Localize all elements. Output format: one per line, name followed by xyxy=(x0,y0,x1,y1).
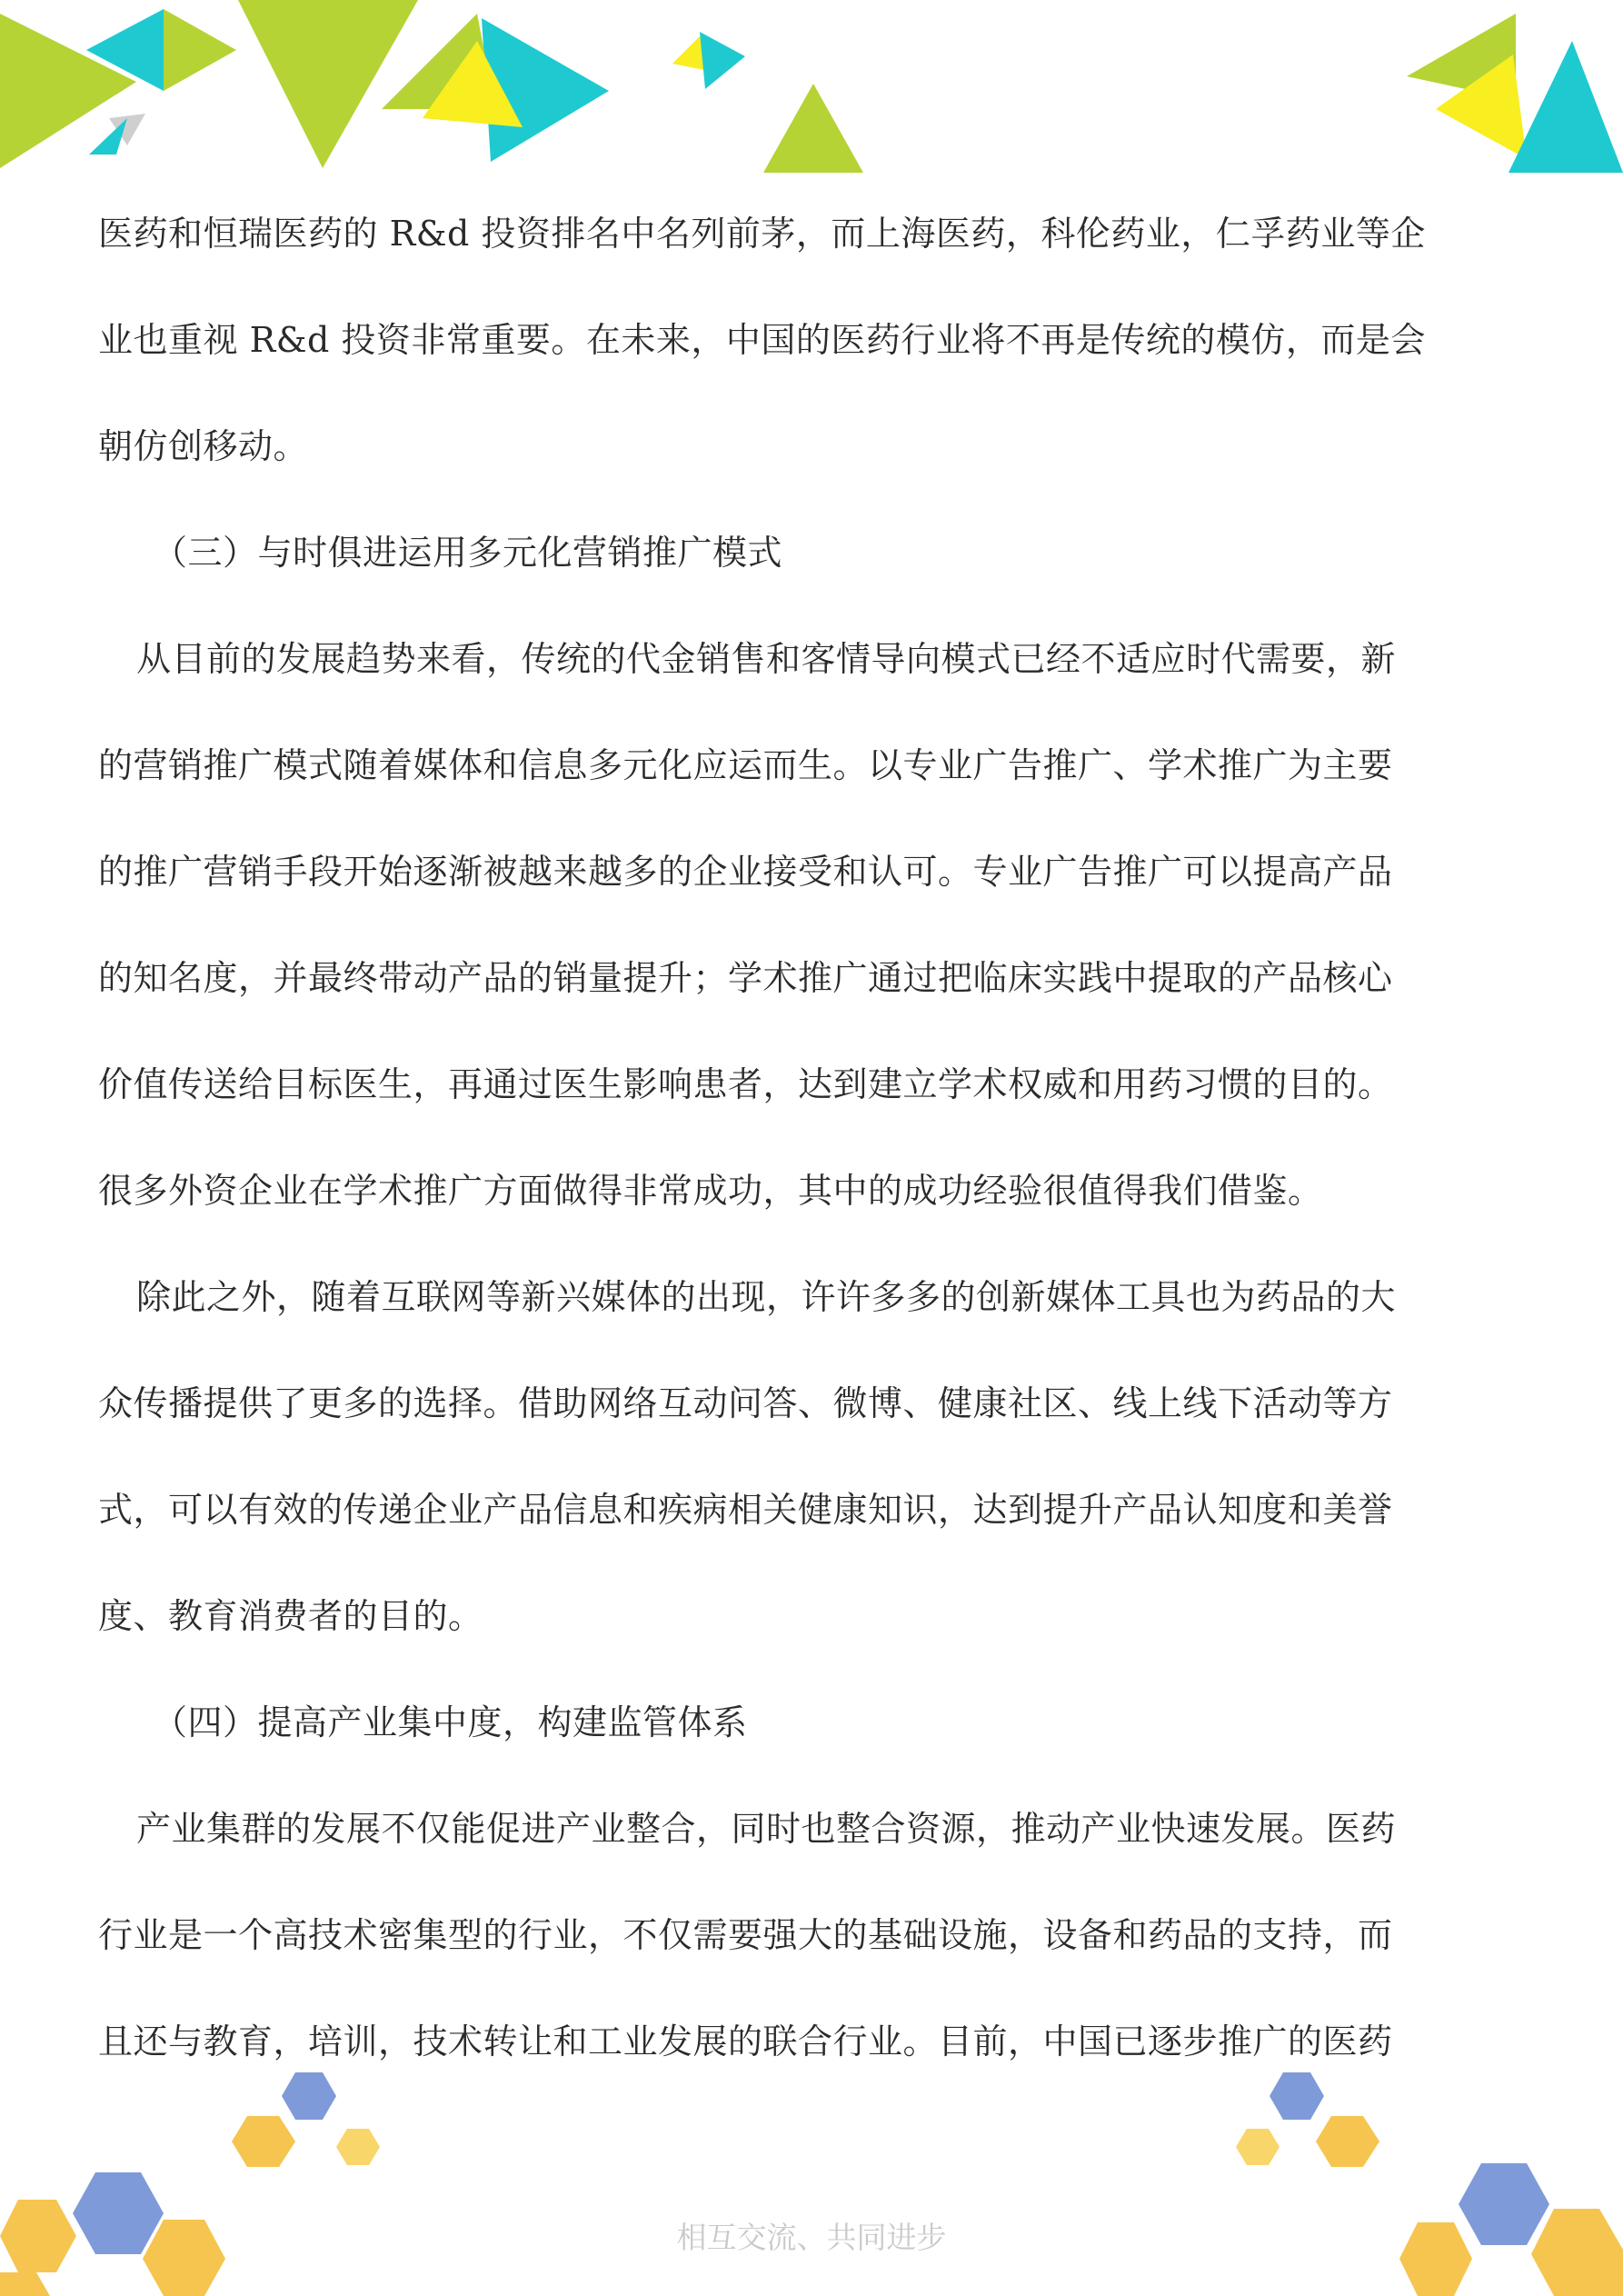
body-text-line: 的营销推广模式随着媒体和信息多元化应运而生。以专业广告推广、学术推广为主要 xyxy=(98,745,1393,785)
body-text-line: 众传播提供了更多的选择。借助网络互动问答、微博、健康社区、线上线下活动等方 xyxy=(98,1383,1393,1423)
body-text-line: 的推广营销手段开始逐渐被越来越多的企业接受和认可。专业广告推广可以提高产品 xyxy=(98,852,1393,892)
body-text-line: 行业是一个高技术密集型的行业，不仅需要强大的基础设施，设备和药品的支持，而 xyxy=(98,1915,1393,1955)
body-text-line: 除此之外，随着互联网等新兴媒体的出现，许许多多的创新媒体工具也为药品的大 xyxy=(136,1277,1397,1317)
hexagon-shape xyxy=(336,2129,380,2165)
section-heading: （四）提高产业集中度，构建监管体系 xyxy=(153,1702,748,1742)
body-text-line: 价值传送给目标医生，再通过医生影响患者，达到建立学术权威和用药习惯的目的。 xyxy=(98,1064,1393,1104)
triangle-shape xyxy=(672,35,709,71)
header-decoration xyxy=(0,0,1623,182)
hexagon-shape xyxy=(1236,2129,1279,2165)
triangle-shape xyxy=(89,118,127,155)
body-text-line: 的知名度，并最终带动产品的销量提升；学术推广通过把临床实践中提取的产品核心 xyxy=(98,958,1393,998)
hexagon-shape xyxy=(1316,2116,1379,2167)
body-text-line: 式，可以有效的传递企业产品信息和疾病相关健康知识，达到提升产品认知度和美誉 xyxy=(98,1490,1393,1530)
triangle-shape xyxy=(164,9,236,91)
hexagon-shape xyxy=(232,2116,295,2167)
triangle-shape xyxy=(86,9,164,91)
body-text-line: 很多外资企业在学术推广方面做得非常成功，其中的成功经验很值得我们借鉴。 xyxy=(98,1171,1323,1211)
triangle-shape xyxy=(109,114,145,145)
triangle-shape xyxy=(238,0,418,168)
triangle-shape xyxy=(763,84,863,173)
body-text-line: 产业集群的发展不仅能促进产业整合，同时也整合资源，推动产业快速发展。医药 xyxy=(136,1809,1397,1849)
triangle-shape xyxy=(700,32,745,89)
triangle-shape xyxy=(423,41,523,127)
body-text-line: 从目前的发展趋势来看，传统的代金销售和客情导向模式已经不适应时代需要，新 xyxy=(136,639,1397,679)
body-text-line: 度、教育消费者的目的。 xyxy=(98,1596,483,1636)
hexagon-shape xyxy=(0,2272,50,2296)
triangle-shape xyxy=(482,18,609,162)
triangle-shape xyxy=(1436,55,1527,159)
section-heading: （三）与时俱进运用多元化营销推广模式 xyxy=(153,533,783,573)
triangle-shape xyxy=(382,14,495,109)
body-text-line: 业也重视 R&d 投资非常重要。在未来，中国的医药行业将不再是传统的模仿，而是会 xyxy=(98,320,1426,360)
body-text-line: 且还与教育，培训，技术转让和工业发展的联合行业。目前，中国已逐步推广的医药 xyxy=(98,2021,1393,2061)
hexagon-shape xyxy=(282,2072,336,2120)
triangle-shape xyxy=(0,14,136,168)
footer-motto: 相互交流、共同进步 xyxy=(676,2220,947,2255)
triangle-shape xyxy=(1508,41,1623,173)
footer-decoration xyxy=(0,2072,1623,2296)
body-text-line: 朝仿创移动。 xyxy=(98,426,309,466)
triangle-shape xyxy=(1407,14,1516,100)
body-text-line: 医药和恒瑞医药的 R&d 投资排名中名列前茅，而上海医药，科伦药业，仁孚药业等企 xyxy=(98,214,1426,254)
hexagon-shape xyxy=(1270,2072,1324,2120)
